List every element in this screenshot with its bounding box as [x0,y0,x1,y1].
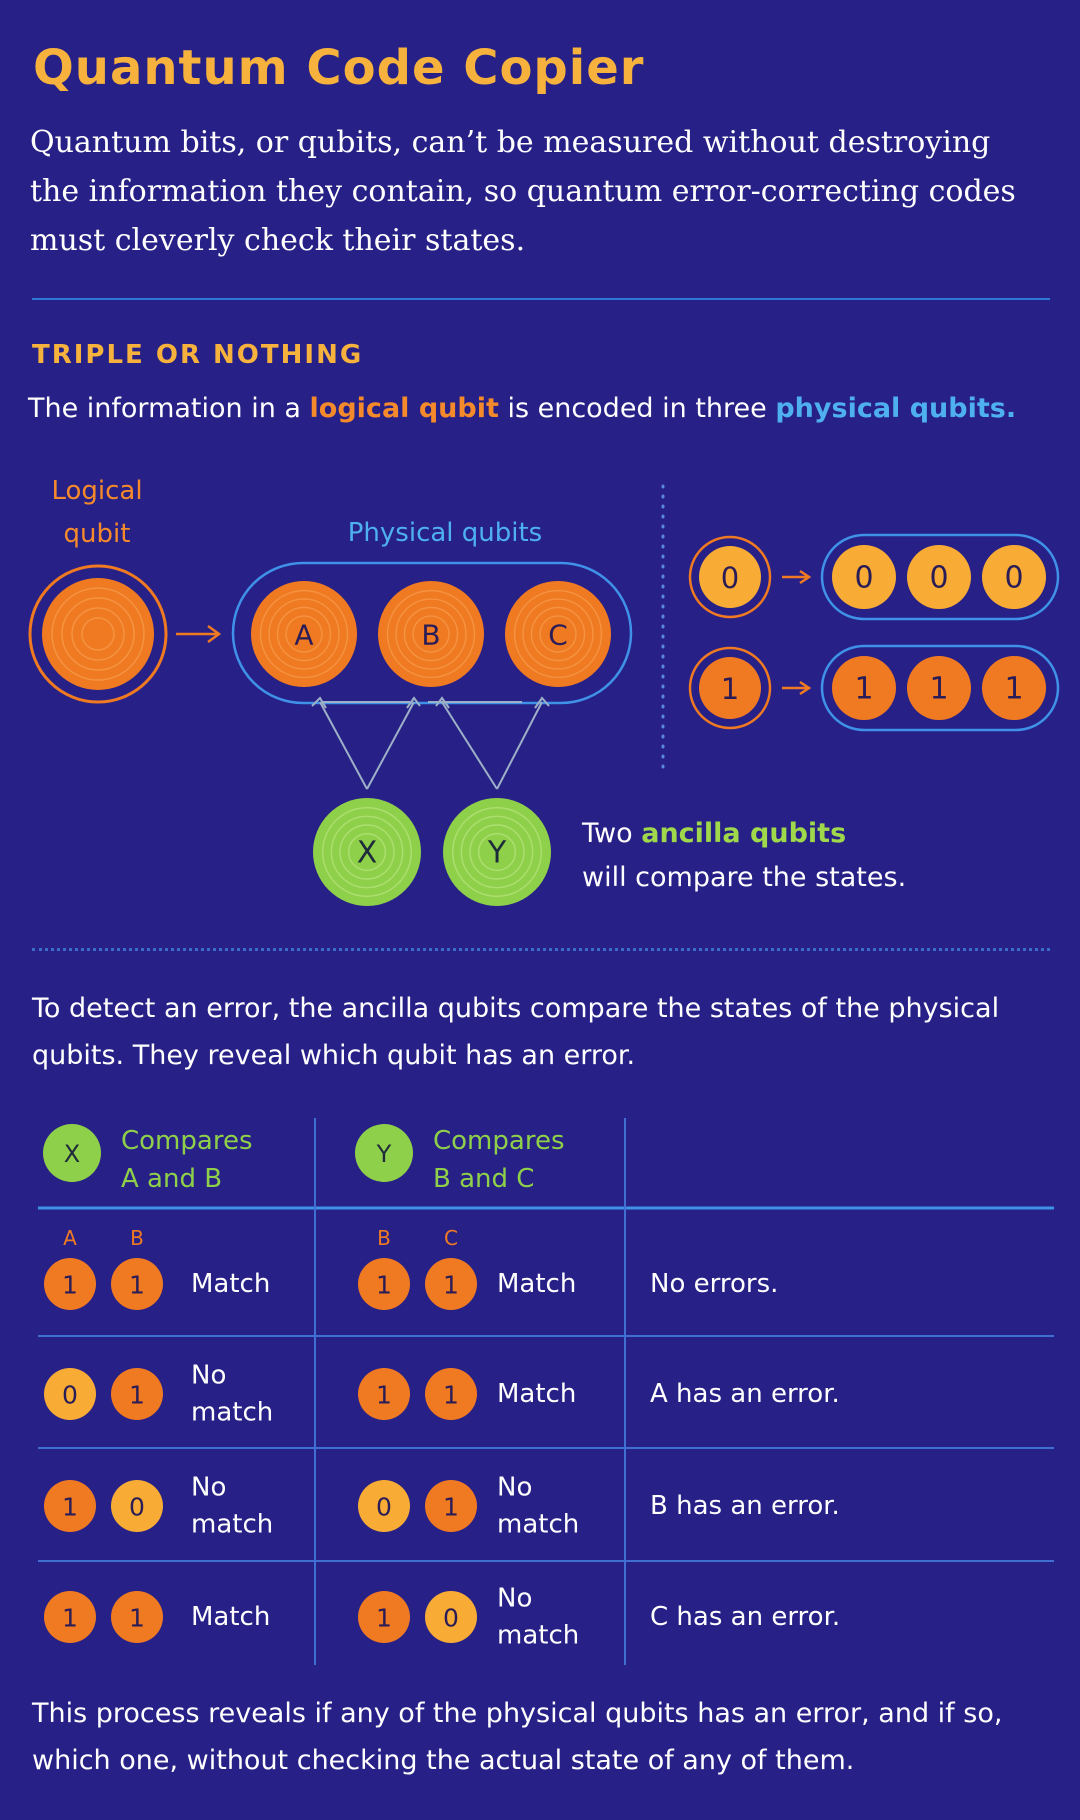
physical-qubits-label: Physical qubits [347,518,543,548]
qubit-value: 1 [129,1380,145,1410]
section-divider [32,298,1050,300]
qubit-value: 1 [443,1270,459,1300]
table-row [44,1473,840,1540]
table-row [44,1584,840,1651]
qubit-value: 0 [929,560,949,596]
intro-paragraph [30,118,1040,265]
caption-text: Two [582,818,642,849]
qubit-value: 0 [129,1492,145,1522]
outcome-text: No errors. [650,1269,779,1299]
qubit-value: 0 [443,1603,459,1633]
logical-value-chip [699,657,761,719]
qubit-label: A [294,618,314,652]
logical-qubit-label: Logical [51,476,143,506]
encoding-diagram [0,440,1080,930]
x-compare-chip [111,1368,163,1420]
logical-qubit [30,566,166,702]
encode-arrow [176,626,219,642]
table-header-x [43,1124,253,1194]
comparison-connectors [312,698,549,789]
qubit-value: 0 [1004,560,1024,596]
logical-value-chip [699,546,761,608]
ancilla-badge: X [63,1140,81,1168]
y-compare-chip [358,1368,410,1420]
qubit-value: 1 [443,1380,459,1410]
intro-line: Quantum bits, or qubits, can’t be measured without destroying [30,125,991,160]
qubit-value: 1 [854,671,874,707]
result-text: Match [191,1602,271,1632]
qubit-value: 1 [376,1380,392,1410]
y-compare-chip [425,1258,477,1310]
physical-qubit-b [378,581,484,687]
ancilla-qubits-term: ancilla qubits [641,818,847,849]
ancilla-qubit-x [313,798,421,906]
logical-qubit-label: qubit [63,519,131,549]
result-text: No [191,1360,227,1391]
y-compare-chip [358,1591,410,1643]
table-header-y [355,1124,565,1194]
qubit-value: 1 [376,1603,392,1633]
intro-line: the information they contain, so quantum error-correcting codes [30,174,1016,209]
comparison-table [0,1100,1080,1670]
ancilla-qubit-y [443,798,551,906]
y-compare-chip [358,1258,410,1310]
caption-text: will compare the states. [582,862,907,893]
outcome-text: C has an error. [650,1602,841,1632]
outcome-text: B has an error. [650,1491,840,1521]
dotted-divider [32,948,1050,951]
outro-paragraph: This process reveals if any of the physical qubits has an error, and if so, which one, without checking the actual state of any of them. [32,1698,1003,1776]
intro-line: must cleverly check their states. [30,223,526,258]
ancilla-badge: Y [376,1140,392,1168]
qubit-value: 1 [62,1603,78,1633]
logical-qubit-term: logical qubit [309,393,499,424]
qubit-value: 1 [129,1603,145,1633]
physical-value-chip [832,545,896,609]
ancilla-caption [582,812,906,900]
page-title: Quantum Code Copier [33,40,645,96]
y-compare-chip [425,1591,477,1643]
column-letter: A [63,1226,77,1250]
physical-value-chip [982,656,1046,720]
physical-value-chip [832,656,896,720]
qubit-label: B [421,618,441,652]
result-text: Match [191,1269,271,1299]
qubit-label: Y [487,835,507,871]
qubit-value: 1 [1004,671,1024,707]
x-compare-chip [44,1480,96,1532]
lead-text: The information in a [28,393,310,424]
result-text: Match [497,1269,577,1299]
qubit-value: 0 [376,1492,392,1522]
y-compare-chip [425,1368,477,1420]
table-row [44,1258,778,1310]
qubit-value: 1 [929,671,949,707]
physical-value-chip [982,545,1046,609]
section-title: TRIPLE OR NOTHING [32,340,364,370]
qubit-label: X [356,835,378,871]
x-compare-chip [111,1591,163,1643]
x-compare-chip [111,1480,163,1532]
y-compare-chip [425,1480,477,1532]
result-text: match [497,1509,580,1540]
result-text: No [497,1583,533,1614]
qubit-value: 1 [376,1270,392,1300]
encoding-example [690,535,1058,619]
qubit-value: 0 [854,560,874,596]
column-letter: B [377,1226,391,1250]
outcome-text: A has an error. [650,1379,840,1409]
qubit-value: 1 [62,1270,78,1300]
qubit-value: 0 [62,1380,78,1410]
lead-period: . [1005,393,1017,424]
qubit-value: 1 [129,1270,145,1300]
result-text: No [191,1472,227,1503]
qubit-value: 1 [720,672,740,706]
section-lead [28,393,1016,424]
result-text: match [497,1620,580,1651]
result-text: match [191,1509,274,1540]
x-compare-chip [44,1258,96,1310]
result-text: Match [497,1379,577,1409]
physical-value-chip [907,656,971,720]
qubit-value: 1 [443,1492,459,1522]
column-letter: B [130,1226,144,1250]
physical-qubit-c [505,581,611,687]
physical-qubits-term: physical qubits [775,393,1006,424]
header-line: Compares [121,1126,253,1156]
x-compare-chip [44,1591,96,1643]
header-line: B and C [433,1164,535,1194]
qubit-label: C [548,618,568,652]
table-row [44,1361,840,1428]
x-compare-chip [111,1258,163,1310]
physical-value-chip [907,545,971,609]
result-text: match [191,1397,274,1428]
qubit-value: 0 [720,561,740,595]
column-letter: C [444,1226,458,1250]
y-compare-chip [358,1480,410,1532]
encoding-example [690,646,1058,730]
result-text: No [497,1472,533,1503]
header-line: A and B [121,1164,223,1194]
detect-paragraph: To detect an error, the ancilla qubits compare the states of the physical qubits. They reveal which qubit has an error. [32,993,1000,1071]
qubit-value: 1 [62,1492,78,1522]
lead-text: is encoded in three [498,393,776,424]
physical-qubit-a [251,581,357,687]
x-compare-chip [44,1368,96,1420]
header-line: Compares [433,1126,565,1156]
